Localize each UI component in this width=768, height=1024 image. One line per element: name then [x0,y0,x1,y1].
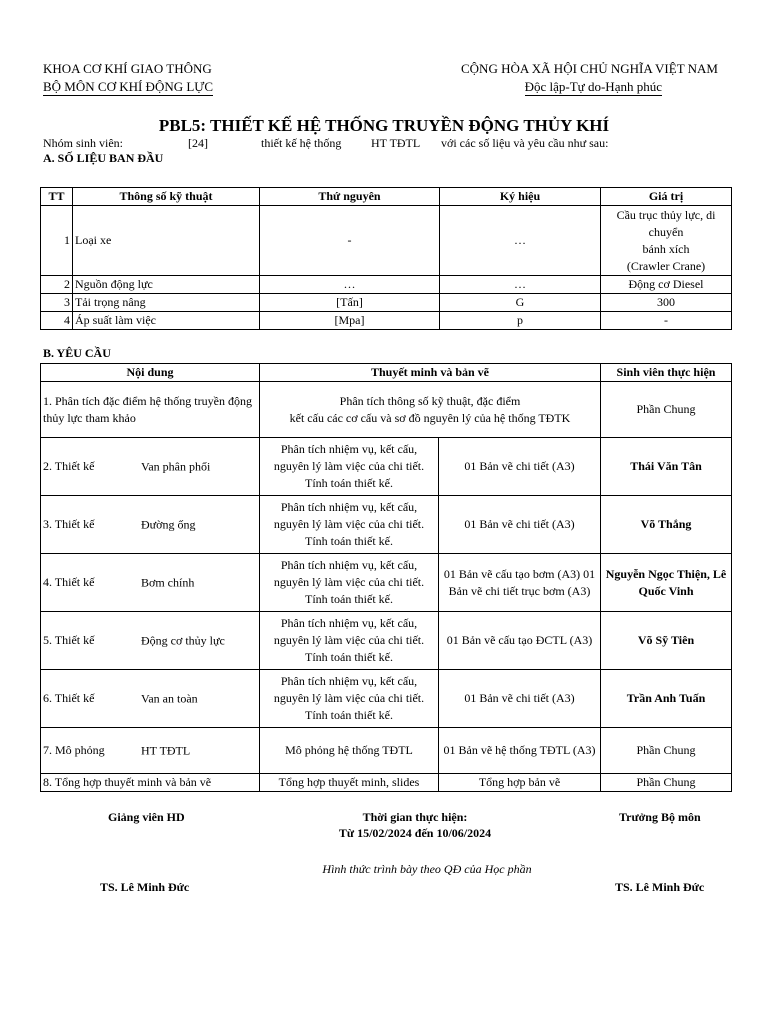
row-value: 300 [601,294,732,312]
table-row [41,294,732,312]
row-student: Phần Chung [601,728,732,774]
value-line: Cầu trục thủy lực, di [616,207,716,222]
country-slogan-text: Độc lập-Tự do-Hạnh phúc [524,79,662,94]
design-name: Van an toàn [141,691,198,705]
table-row [41,382,732,438]
row-param: Loại xe [73,206,260,276]
design-name: Van phân phối [141,459,211,473]
advisor-signature: TS. Lê Minh Đức [100,880,190,894]
design-prefix: 6. Thiết kế [43,691,95,705]
table-row [41,206,732,276]
row-drawing: 01 Bản vẽ cấu tạo bơm (A3) 01 Bản vẽ chi tiết trục bơm (A3) [439,554,601,612]
row-student: Trần Anh Tuấn [601,670,732,728]
head-title: Trưởng Bộ môn [619,810,701,824]
country-motto: CỘNG HÒA XÃ HỘI CHỦ NGHĨA VIỆT NAM [461,61,718,76]
head-signature: TS. Lê Minh Đức [615,880,705,894]
table-row [41,438,732,496]
row-student: Võ Sỹ Tiên [601,612,732,670]
row-student: Võ Thắng [601,496,732,554]
design-prefix: 5. Thiết kế [43,633,95,647]
row-content: 8. Tổng hợp thuyết minh và bản vẽ [41,774,260,792]
table-row [41,554,732,612]
department-name-text: BỘ MÔN CƠ KHÍ ĐỘNG LỰC [43,79,214,94]
row-tt: 4 [41,312,73,330]
advisor-title: Giảng viên HD [108,810,185,824]
table-row [41,496,732,554]
row-tt: 2 [41,276,73,294]
section-a-heading: A. SỐ LIỆU BAN ĐẦU [43,151,164,165]
design-name: HT TĐTL [141,743,191,757]
explain-line: kết cấu các cơ cấu và sơ đồ nguyên lý của hệ thống TĐTK [289,410,571,425]
row-symbol: … [440,206,601,276]
department-name [43,79,213,95]
row-content [41,670,260,728]
faculty-name: KHOA CƠ KHÍ GIAO THÔNG [43,61,212,76]
format-note: Hình thức trình bày theo QĐ của Học phần [322,862,532,876]
row-content [41,438,260,496]
time-title: Thời gian thực hiện: [362,810,468,824]
table-row [41,670,732,728]
row-explain: Tổng hợp thuyết minh, slides [260,774,439,792]
row-student: Phần Chung [601,774,732,792]
row-student: Thái Văn Tân [601,438,732,496]
row-drawing: 01 Bản vẽ chi tiết (A3) [439,670,601,728]
row-drawing: 01 Bản vẽ hệ thống TĐTL (A3) [439,728,601,774]
group-text1: thiết kế hệ thống [261,136,342,150]
row-drawing: 01 Bản vẽ chi tiết (A3) [439,496,601,554]
table-row [41,728,732,774]
table-header-row [41,188,732,206]
row-value: - [601,312,732,330]
design-name: Động cơ thủy lực [141,633,225,647]
row-symbol: p [440,312,601,330]
col-param: Thông số kỹ thuật [73,188,260,206]
col-student: Sinh viên thực hiện [601,364,732,382]
design-prefix: 2. Thiết kế [43,459,95,473]
value-line: bánh xích [642,241,690,256]
design-prefix: 3. Thiết kế [43,517,95,531]
table-row [41,612,732,670]
explain-line: Phân tích thông số kỹ thuật, đặc điểm [339,393,521,408]
table-row [41,312,732,330]
col-symbol: Ký hiệu [440,188,601,206]
row-explain: Phân tích nhiệm vụ, kết cấu, nguyên lý làm việc của chi tiết. Tính toán thiết kế. [260,438,439,496]
row-unit: [Tấn] [260,294,440,312]
design-prefix: 4. Thiết kế [43,575,95,589]
design-name: Bơm chính [141,575,195,589]
col-value: Giá trị [601,188,732,206]
design-name: Đường ống [141,517,196,531]
row-drawing: 01 Bản vẽ chi tiết (A3) [439,438,601,496]
row-explain [260,382,601,438]
initial-data-table [40,187,732,330]
row-content [41,612,260,670]
col-unit: Thứ nguyên [260,188,440,206]
design-prefix: 7. Mô phỏng [43,743,105,757]
row-content [41,554,260,612]
row-value [601,206,732,276]
row-unit: - [260,206,440,276]
row-drawing: Tổng hợp bản vẽ [439,774,601,792]
section-b-heading: B. YÊU CẦU [43,346,111,360]
table-header-row [41,364,732,382]
row-tt: 3 [41,294,73,312]
document-title: PBL5: THIẾT KẾ HỆ THỐNG TRUYỀN ĐỘNG THỦY KHÍ [158,116,610,135]
row-drawing: 01 Bản vẽ cấu tạo ĐCTL (A3) [439,612,601,670]
row-student: Phần Chung [601,382,732,438]
table-row [41,276,732,294]
row-content [41,728,260,774]
row-symbol: … [440,276,601,294]
group-number: [24] [188,136,208,150]
row-student: Nguyễn Ngọc Thiện, Lê Quốc Vinh [601,554,732,612]
row-explain: Phân tích nhiệm vụ, kết cấu, nguyên lý làm việc của chi tiết. Tính toán thiết kế. [260,496,439,554]
table-row [41,774,732,792]
value-line: (Crawler Crane) [626,258,706,273]
group-text2: với các số liệu và yêu cầu như sau: [441,136,609,150]
col-content: Nội dung [41,364,260,382]
row-explain: Phân tích nhiệm vụ, kết cấu, nguyên lý làm việc của chi tiết. Tính toán thiết kế. [260,554,439,612]
row-param: Áp suất làm việc [73,312,260,330]
col-tt: TT [41,188,73,206]
row-explain: Mô phỏng hệ thống TĐTL [260,728,439,774]
row-unit: … [260,276,440,294]
group-label: Nhóm sinh viên: [43,136,123,150]
col-explain: Thuyết minh và bản vẽ [260,364,601,382]
group-system: HT TĐTL [371,136,421,150]
country-slogan [525,79,662,95]
row-value: Động cơ Diesel [601,276,732,294]
row-tt: 1 [41,206,73,276]
row-explain: Phân tích nhiệm vụ, kết cấu, nguyên lý làm việc của chi tiết. Tính toán thiết kế. [260,612,439,670]
row-unit: [Mpa] [260,312,440,330]
row-content [41,496,260,554]
row-param: Nguồn động lực [73,276,260,294]
row-explain: Phân tích nhiệm vụ, kết cấu, nguyên lý làm việc của chi tiết. Tính toán thiết kế. [260,670,439,728]
value-line: chuyển [648,224,684,239]
row-param: Tải trọng nâng [73,294,260,312]
row-symbol: G [440,294,601,312]
row-content: 1. Phân tích đặc điểm hệ thống truyền động thủy lực tham khảo [41,382,260,438]
requirements-table [40,363,732,792]
time-dates: Từ 15/02/2024 đến 10/06/2024 [338,826,492,840]
